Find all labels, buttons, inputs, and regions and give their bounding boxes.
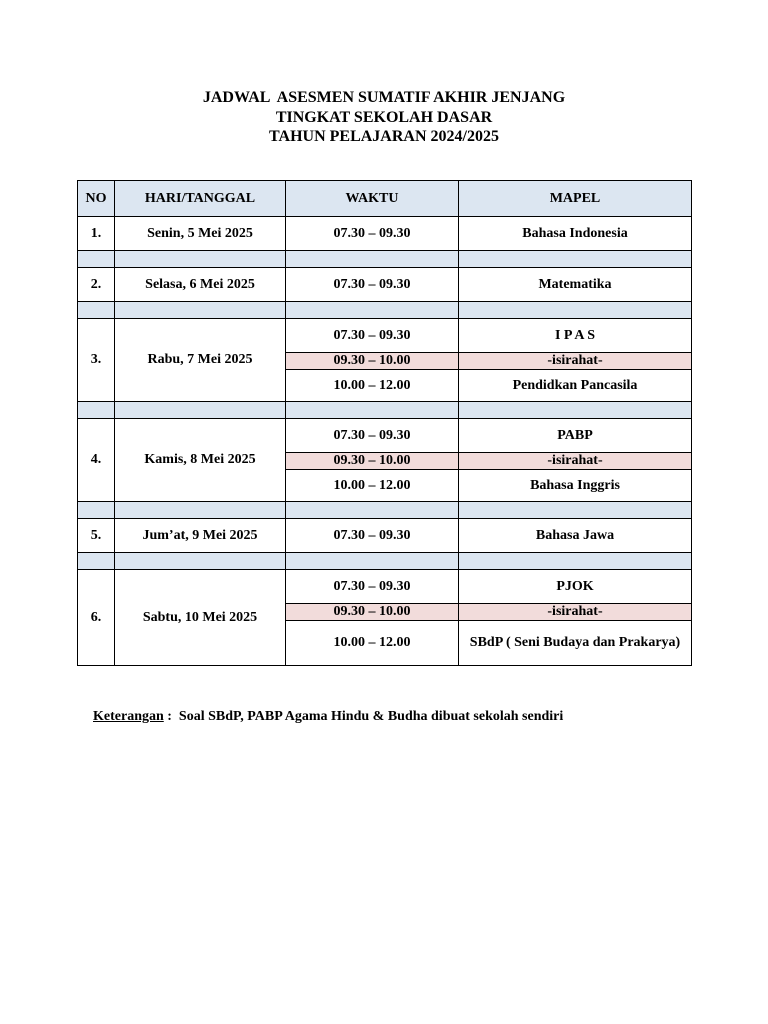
note (93, 709, 563, 725)
row-time: 07.30 – 09.30 (286, 319, 459, 353)
row-subject: Matematika (459, 268, 692, 302)
row-subject: Bahasa Indonesia (459, 217, 692, 251)
header-day: HARI/TANGGAL (115, 181, 286, 217)
row-day: Sabtu, 10 Mei 2025 (115, 570, 286, 666)
row-no: 2. (78, 268, 115, 302)
table-row (78, 268, 692, 302)
table-row (78, 319, 692, 353)
spacer-row (78, 553, 692, 570)
row-subject: Pendidkan Pancasila (459, 370, 692, 402)
break-time: 09.30 – 10.00 (286, 604, 459, 621)
row-subject: PJOK (459, 570, 692, 604)
spacer-row (78, 402, 692, 419)
spacer-row (78, 302, 692, 319)
row-time: 07.30 – 09.30 (286, 268, 459, 302)
break-subject: -isirahat- (459, 453, 692, 470)
schedule-table (77, 180, 692, 666)
table-row (78, 570, 692, 604)
row-no: 4. (78, 419, 115, 502)
table-row (78, 519, 692, 553)
header-time: WAKTU (286, 181, 459, 217)
row-day: Jum’at, 9 Mei 2025 (115, 519, 286, 553)
row-subject: SBdP ( Seni Budaya dan Prakarya) (459, 621, 692, 666)
break-subject: -isirahat- (459, 353, 692, 370)
title-line-1: JADWAL ASESMEN SUMATIF AKHIR JENJANG (202, 89, 566, 106)
note-label: Keterangan (93, 709, 164, 724)
spacer-row (78, 502, 692, 519)
row-time: 10.00 – 12.00 (286, 621, 459, 666)
row-day: Kamis, 8 Mei 2025 (115, 419, 286, 502)
row-time: 07.30 – 09.30 (286, 519, 459, 553)
break-time: 09.30 – 10.00 (286, 353, 459, 370)
break-time: 09.30 – 10.00 (286, 453, 459, 470)
row-subject: Bahasa Jawa (459, 519, 692, 553)
row-no: 3. (78, 319, 115, 402)
document-title (0, 88, 768, 147)
row-day: Senin, 5 Mei 2025 (115, 217, 286, 251)
row-time: 07.30 – 09.30 (286, 570, 459, 604)
note-text: : Soal SBdP, PABP Agama Hindu & Budha dibuat sekolah sendiri (163, 709, 564, 724)
header-no: NO (78, 181, 115, 217)
row-subject: Bahasa Inggris (459, 470, 692, 502)
title-line-2: TINGKAT SEKOLAH DASAR (275, 108, 493, 126)
row-day: Rabu, 7 Mei 2025 (115, 319, 286, 402)
row-time: 07.30 – 09.30 (286, 217, 459, 251)
row-no: 1. (78, 217, 115, 251)
table-row (78, 419, 692, 453)
row-no: 6. (78, 570, 115, 666)
row-subject: PABP (459, 419, 692, 453)
row-subject: I P A S (459, 319, 692, 353)
table-header-row (78, 181, 692, 217)
title-line-3: TAHUN PELAJARAN 2024/2025 (269, 128, 499, 145)
break-subject: -isirahat- (459, 604, 692, 621)
header-subject: MAPEL (459, 181, 692, 217)
row-time: 10.00 – 12.00 (286, 370, 459, 402)
row-no: 5. (78, 519, 115, 553)
table-row (78, 217, 692, 251)
row-time: 07.30 – 09.30 (286, 419, 459, 453)
spacer-row (78, 251, 692, 268)
row-time: 10.00 – 12.00 (286, 470, 459, 502)
row-day: Selasa, 6 Mei 2025 (115, 268, 286, 302)
